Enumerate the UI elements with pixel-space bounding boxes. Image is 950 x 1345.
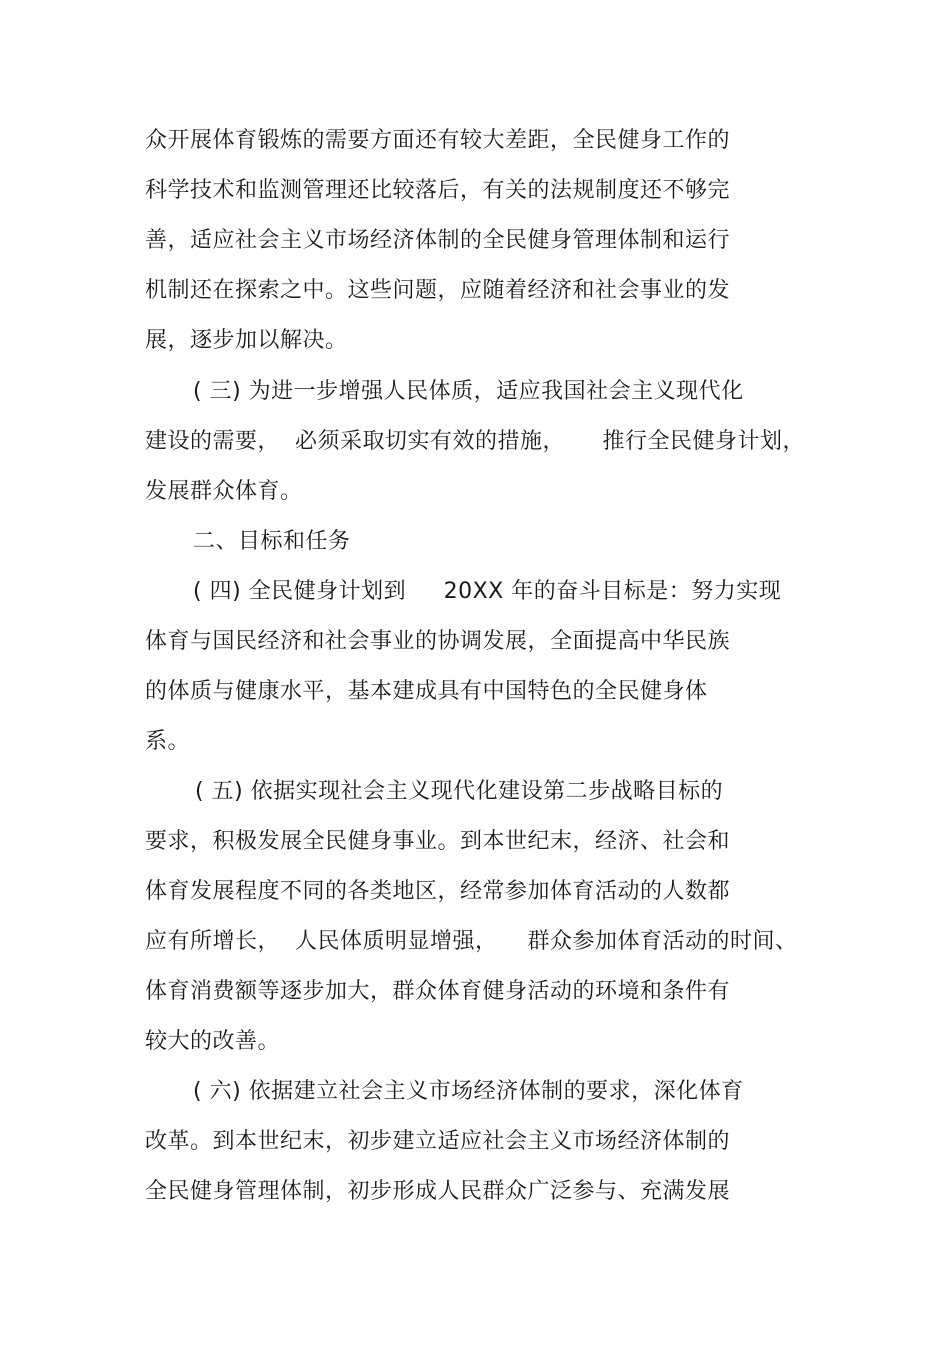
section-6-heading-line: ( 六) 依据建立社会主义市场经济体制的要求，深化体育: [193, 1079, 744, 1104]
text-line-3: 善，适应社会主义市场经济体制的全民健身管理体制和运行: [145, 228, 731, 253]
text-line-17: 应有所增长， 人民体质明显增强， 群众参加体育活动的时间、: [145, 929, 798, 954]
section-4-heading-line: ( 四) 全民健身计划到 20XX 年的奋斗目标是：努力实现: [193, 579, 782, 604]
text-line-2: 科学技术和监测管理还比较落后，有关的法规制度还不够完: [145, 178, 731, 203]
text-line-16: 体育发展程度不同的各类地区，经常参加体育活动的人数都: [145, 879, 731, 904]
text-line-5: 展，逐步加以解决。: [145, 328, 348, 353]
text-line-18: 体育消费额等逐步加大，群众体育健身活动的环境和条件有: [145, 979, 731, 1004]
text-line-1: 众开展体育锻炼的需要方面还有较大差距，全民健身工作的: [145, 128, 731, 153]
text-line-13: 系。: [145, 729, 191, 754]
text-line-4: 机制还在探索之中。这些问题，应随着经济和社会事业的发: [145, 278, 731, 303]
section-3-heading-line: ( 三) 为进一步增强人民体质，适应我国社会主义现代化: [193, 379, 744, 404]
text-line-8: 发展群众体育。: [145, 479, 303, 504]
text-line-22: 全民健身管理体制，初步形成人民群众广泛参与、充满发展: [145, 1179, 731, 1204]
text-line-12: 的体质与健康水平，基本建成具有中国特色的全民健身体: [145, 679, 708, 704]
section-5-heading-line: ( 五) 依据实现社会主义现代化建设第二步战略目标的: [195, 779, 724, 804]
text-line-21: 改革。到本世纪末，初步建立适应社会主义市场经济体制的: [145, 1129, 731, 1154]
text-line-19: 较大的改善。: [145, 1029, 281, 1054]
section-heading-goals: 二、目标和任务: [193, 529, 351, 554]
text-line-11: 体育与国民经济和社会事业的协调发展，全面提高中华民族: [145, 629, 731, 654]
text-line-15: 要求，积极发展全民健身事业。到本世纪末，经济、社会和: [145, 829, 731, 854]
text-line-7: 建设的需要， 必须采取切实有效的措施， 推行全民健身计划，: [145, 429, 805, 454]
